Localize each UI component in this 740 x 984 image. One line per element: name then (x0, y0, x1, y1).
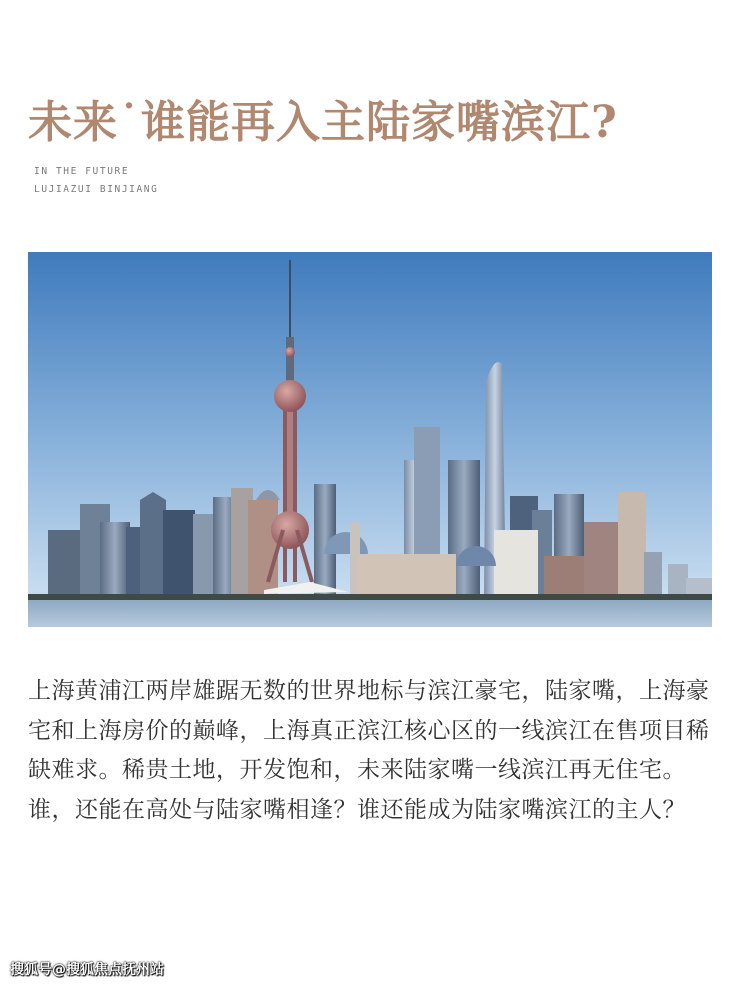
source-watermark: 搜狐号@搜狐焦点抚州站 (10, 962, 164, 978)
subtitle-line-2: LUJIAZUI BINJIANG (34, 184, 159, 195)
page-title: 未来˙谁能再入主陆家嘴滨江? (28, 97, 618, 148)
article-paragraph: 上海黄浦江两岸雄踞无数的世界地标与滨江豪宅，陆家嘴，上海豪宅和上海房价的巅峰，上海真正滨江核心区的一线滨江在售项目稀缺难求。稀贵土地，开发饱和，未来陆家嘴一线滨江再无住宅。谁，还能在高处与陆家嘴相逢？谁还能成为陆家嘴滨江的主人？ (28, 678, 710, 823)
skyline-photo (28, 252, 712, 627)
english-subtitle (34, 163, 158, 199)
subtitle-line-1: IN THE FUTURE (34, 166, 130, 177)
